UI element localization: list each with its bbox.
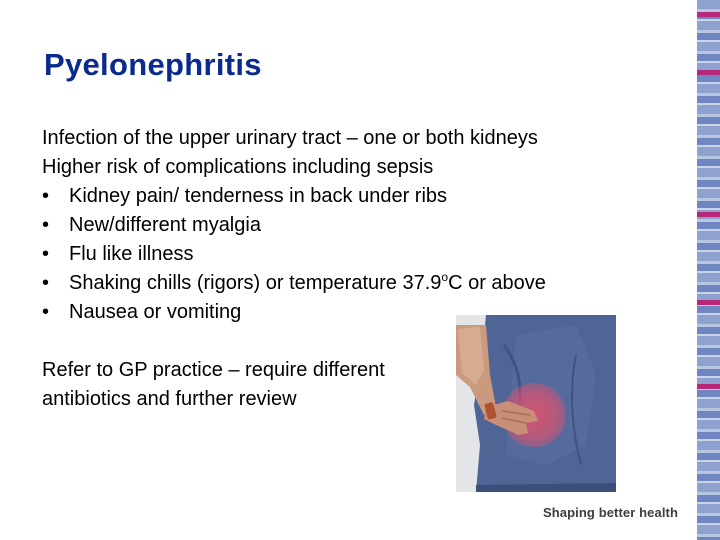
symptom-item-fever: [42, 269, 589, 298]
stripe-accent: [697, 384, 720, 389]
side-stripe-decoration: [697, 0, 720, 540]
stripe-accent: [697, 12, 720, 17]
symptom-item: • Kidney pain/ tenderness in back under ribs: [42, 182, 672, 211]
stripe-accent: [697, 70, 720, 75]
stripe-accent: [697, 212, 720, 217]
referral-line: antibiotics and further review: [42, 388, 297, 410]
intro-line: Higher risk of complications including sepsis: [42, 156, 434, 178]
fever-text-end: C or above: [448, 272, 546, 294]
degree-superscript: o: [441, 270, 449, 284]
back-pain-illustration: [456, 315, 616, 492]
referral-line: Refer to GP practice – require different: [42, 359, 385, 381]
intro-line: Infection of the upper urinary tract – one or both kidneys: [42, 127, 538, 149]
symptom-item: • New/different myalgia: [42, 211, 672, 240]
stripe-accent: [697, 300, 720, 305]
symptom-item: • Flu like illness: [42, 240, 672, 269]
symptom-list: [42, 182, 672, 327]
slide-title: Pyelonephritis: [44, 47, 262, 82]
symptom-item: • Nausea or vomiting: [42, 298, 672, 327]
footer-tagline: Shaping better health: [543, 505, 679, 520]
back-pain-photo: [456, 315, 616, 492]
fever-text: Shaking chills (rigors) or temperature 37.9: [69, 272, 442, 294]
